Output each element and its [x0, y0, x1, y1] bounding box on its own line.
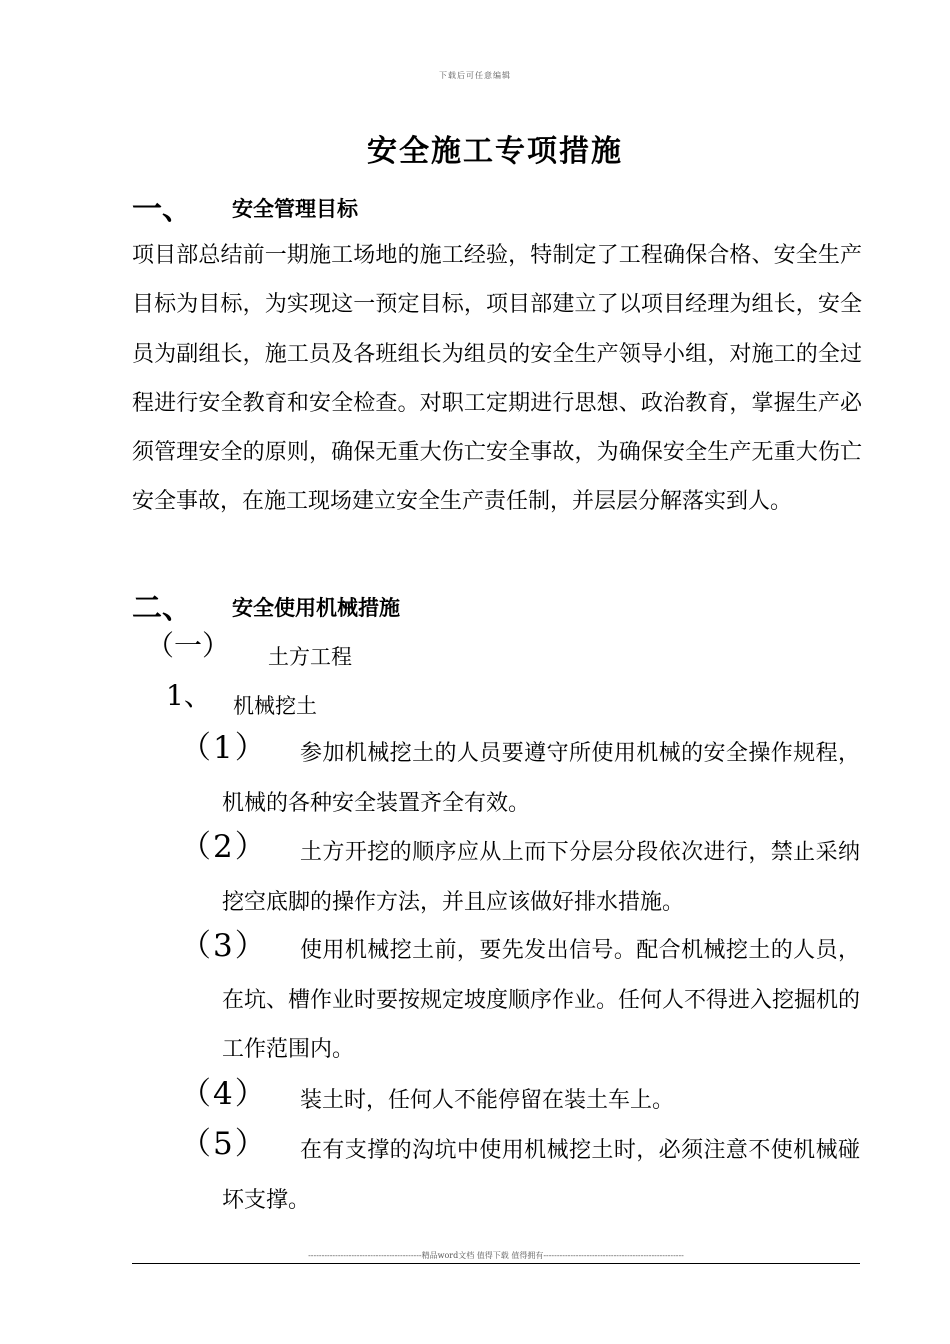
- item-2-text: 土方开挖的顺序应从上而下分层分段依次进行，禁止采纳挖空底脚的操作方法，并且应该做好排水措施。: [222, 840, 860, 915]
- section-2-number: 二、: [132, 591, 192, 626]
- subsection-number: （一）: [146, 629, 231, 662]
- item-3-number: （3）: [180, 928, 268, 964]
- header-note: 下载后可任意编辑: [439, 71, 511, 80]
- item-2-number: （2）: [180, 829, 268, 865]
- footer-divider: [132, 1263, 860, 1264]
- footer-note: ------------------------------------------精品word文档 值得下载 值得拥有----------------------------------------------------: [308, 1251, 684, 1260]
- subsection-title: 土方工程: [268, 645, 352, 669]
- item-4-text: 装土时，任何人不能停留在装土车上。: [300, 1088, 675, 1113]
- section-1-title: 安全管理目标: [232, 197, 358, 221]
- section-2-title: 安全使用机械措施: [232, 596, 400, 620]
- section-1-paragraph: 项目部总结前一期施工场地的施工经验，特制定了工程确保合格、安全生产目标为目标，为实现这一预定目标，项目部建立了以项目经理为组长，安全员为副组长，施工员及各班组长为组员的安全生产领导小组，对施工的全过程进行安全教育和安全检查。对职工定期进行思想、政治教育，掌握生产必须管理安全的原则，确保无重大伤亡安全事故，为确保安全生产无重大伤亡安全事故，在施工现场建立安全生产责任制，并层层分解落实到人。: [132, 243, 862, 515]
- item-3-text: 使用机械挖土前，要先发出信号。配合机械挖土的人员，在坑、槽作业时要按规定坡度顺序作业。任何人不得进入挖掘机的工作范围内。: [222, 938, 861, 1062]
- item-1-number: （1）: [180, 730, 268, 766]
- item-4-number: （4）: [180, 1076, 268, 1112]
- item-5-number: （5）: [180, 1126, 268, 1162]
- item-5-text: 在有支撑的沟坑中使用机械挖土时，必须注意不使机械碰坏支撑。: [222, 1138, 860, 1213]
- section-1-number: 一、: [132, 192, 192, 227]
- subsubsection-number: 1、: [166, 679, 212, 712]
- subsubsection-title: 机械挖土: [233, 694, 317, 718]
- item-1-text: 参加机械挖土的人员要遵守所使用机械的安全操作规程，机械的各种安全装置齐全有效。: [222, 741, 860, 816]
- page-title: 安全施工专项措施: [367, 134, 623, 169]
